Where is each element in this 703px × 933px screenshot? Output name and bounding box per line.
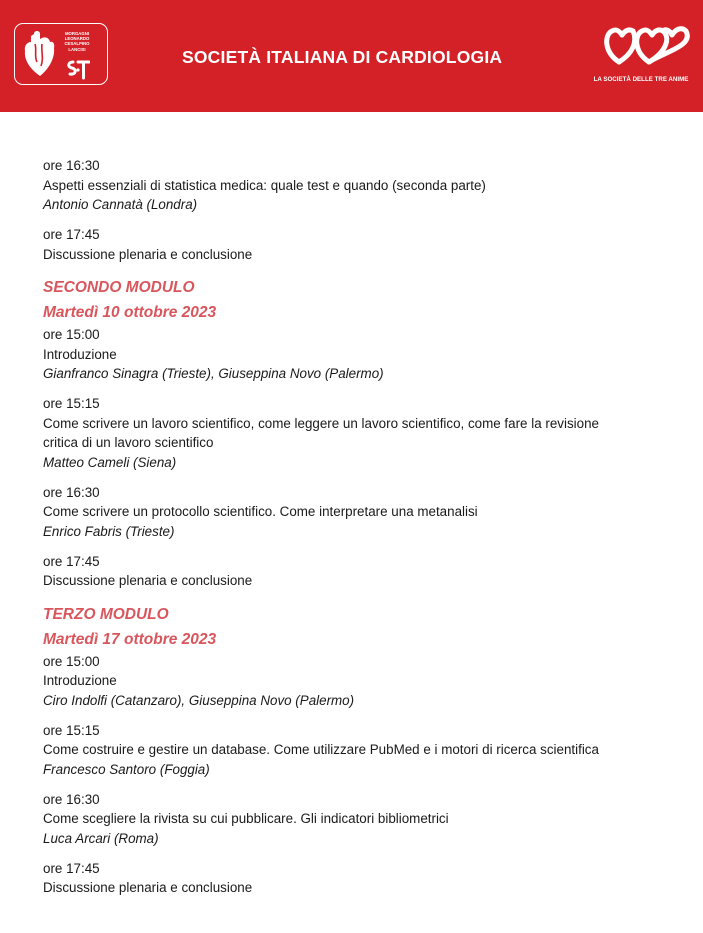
- session-topic: Discussione plenaria e conclusione: [43, 246, 253, 262]
- session-item: [43, 483, 673, 542]
- session-time: ore 16:30: [43, 158, 100, 173]
- society-tagline: LA SOCIETÀ DELLE TRE ANIME: [593, 76, 689, 83]
- session-speaker: Luca Arcari (Roma): [43, 830, 159, 846]
- session-item: [43, 225, 673, 264]
- session-time: ore 15:15: [43, 396, 100, 411]
- session-item: [43, 721, 673, 780]
- module-title: TERZO MODULO: [43, 605, 169, 623]
- session-topic: Introduzione: [43, 673, 117, 688]
- module-date: Martedì 17 ottobre 2023: [43, 630, 217, 648]
- module-section: [43, 602, 673, 898]
- session-speaker: Matteo Cameli (Siena): [43, 454, 177, 470]
- session-item: [43, 156, 673, 215]
- session-topic: Come scegliere la rivista su cui pubblicare. Gli indicatori bibliometrici: [43, 811, 449, 826]
- session-time: ore 16:30: [43, 791, 100, 807]
- session-speaker: Francesco Santoro (Foggia): [43, 761, 210, 777]
- session-speaker: Enrico Fabris (Trieste): [43, 523, 175, 539]
- session-topic-continued: critica di un lavoro scientifico: [43, 435, 214, 450]
- session-item: [43, 859, 673, 898]
- session-item: [43, 652, 673, 711]
- session-topic: Aspetti essenziali di statistica medica: quale test e quando (seconda parte): [43, 177, 486, 193]
- session-item: [43, 394, 673, 472]
- session-topic: Introduzione: [43, 346, 117, 362]
- session-topic: Come scrivere un lavoro scientifico, come leggere un lavoro scientifico, come fare la revisione: [43, 415, 599, 431]
- module-date: Martedì 10 ottobre 2023: [43, 304, 217, 321]
- logo-founders-text: MORGAGNI LEONARDO CESALPINO LANCISI: [64, 31, 90, 52]
- program-content: [43, 156, 673, 908]
- society-logo: [14, 23, 108, 85]
- session-time: ore 17:45: [43, 860, 100, 876]
- session-time: ore 15:15: [43, 722, 100, 738]
- session-topic: Discussione plenaria e conclusione: [43, 573, 253, 588]
- session-item: [43, 325, 673, 384]
- session-speaker: Antonio Cannatà (Londra): [43, 197, 198, 212]
- session-time: ore 17:45: [43, 227, 100, 242]
- session-topic: Discussione plenaria e conclusione: [43, 880, 253, 895]
- session-item: [43, 552, 673, 591]
- header-banner: [0, 0, 703, 112]
- session-speaker: Ciro Indolfi (Catanzaro), Giuseppina Novo (Palermo): [43, 692, 355, 708]
- session-time: ore 15:00: [43, 327, 100, 342]
- session-time: ore 15:00: [43, 653, 100, 669]
- session-item: [43, 790, 673, 849]
- sit-monogram-icon: [64, 58, 90, 80]
- society-title: SOCIETÀ ITALIANA DI CARDIOLOGIA: [182, 47, 503, 67]
- anatomical-heart-icon: [22, 30, 56, 78]
- module-section: [43, 275, 673, 591]
- session-time: ore 16:30: [43, 484, 100, 500]
- session-topic: Come costruire e gestire un database. Come utilizzare PubMed e i motori di ricerca scientifica: [43, 742, 599, 757]
- module-title: SECONDO MODULO: [43, 279, 195, 296]
- session-speaker: Gianfranco Sinagra (Trieste), Giuseppina Novo (Palermo): [43, 366, 384, 381]
- session-time: ore 17:45: [43, 553, 100, 569]
- three-hearts-icon: [602, 22, 696, 72]
- session-topic: Come scrivere un protocollo scientifico. Come interpretare una metanalisi: [43, 504, 478, 519]
